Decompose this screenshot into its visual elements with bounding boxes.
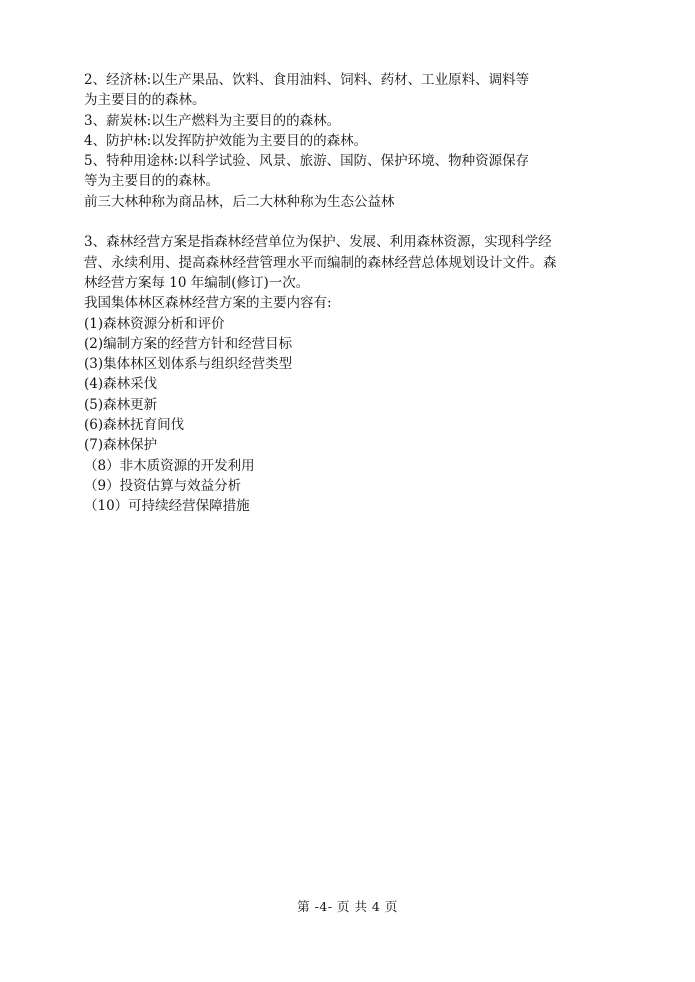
text-line-management-plan-cont-2: 林经营方案每 10 年编制(修订)一次。: [84, 274, 310, 291]
text-line-forest-classification: 前三大林种称为商品林，后二大林种称为生态公益林: [84, 193, 395, 210]
text-line-economic-forest-cont: 为主要目的的森林。: [84, 92, 206, 109]
list-item-6: (6)森林抚育间伐: [84, 417, 185, 434]
list-item-2: (2)编制方案的经营方针和经营目标: [84, 335, 293, 352]
list-item-10: （10）可持续经营保障措施: [84, 498, 250, 515]
document-body: [84, 70, 584, 517]
list-item-8: （8）非木质资源的开发利用: [84, 457, 255, 474]
text-line-plan-contents-heading: 我国集体林区森林经营方案的主要内容有:: [84, 295, 332, 312]
list-item-1: (1)森林资源分析和评价: [84, 315, 225, 332]
list-item-7: (7)森林保护: [84, 437, 158, 454]
list-item-4: (4)森林采伐: [84, 376, 158, 393]
text-line-economic-forest: 2、经济林:以生产果品、饮料、食用油料、饲料、药材、工业原料、调料等: [84, 72, 530, 88]
text-line-fuel-forest: 3、薪炭林:以生产燃料为主要目的的森林。: [84, 112, 341, 129]
text-line-management-plan: 3、森林经营方案是指森林经营单位为保护、发展、利用森林资源，实现科学经: [84, 234, 552, 251]
text-line-special-forest: 5、特种用途林:以科学试验、风景、旅游、国防、保护环境、物种资源保存: [84, 153, 530, 170]
blank-line: [84, 212, 584, 232]
list-item-3: (3)集体林区划体系与组织经营类型: [84, 356, 293, 373]
text-line-management-plan-cont-1: 营、永续利用、提高森林经营管理水平而编制的森林经营总体规划设计文件。森: [84, 254, 557, 271]
text-line-protection-forest: 4、防护林:以发挥防护效能为主要目的的森林。: [84, 132, 368, 149]
list-item-5: (5)森林更新: [84, 396, 158, 413]
text-line-special-forest-cont: 等为主要目的的森林。: [84, 173, 219, 190]
page-footer: 第 -4- 页 共 4 页: [297, 899, 398, 914]
list-item-9: （9）投资估算与效益分析: [84, 477, 242, 494]
